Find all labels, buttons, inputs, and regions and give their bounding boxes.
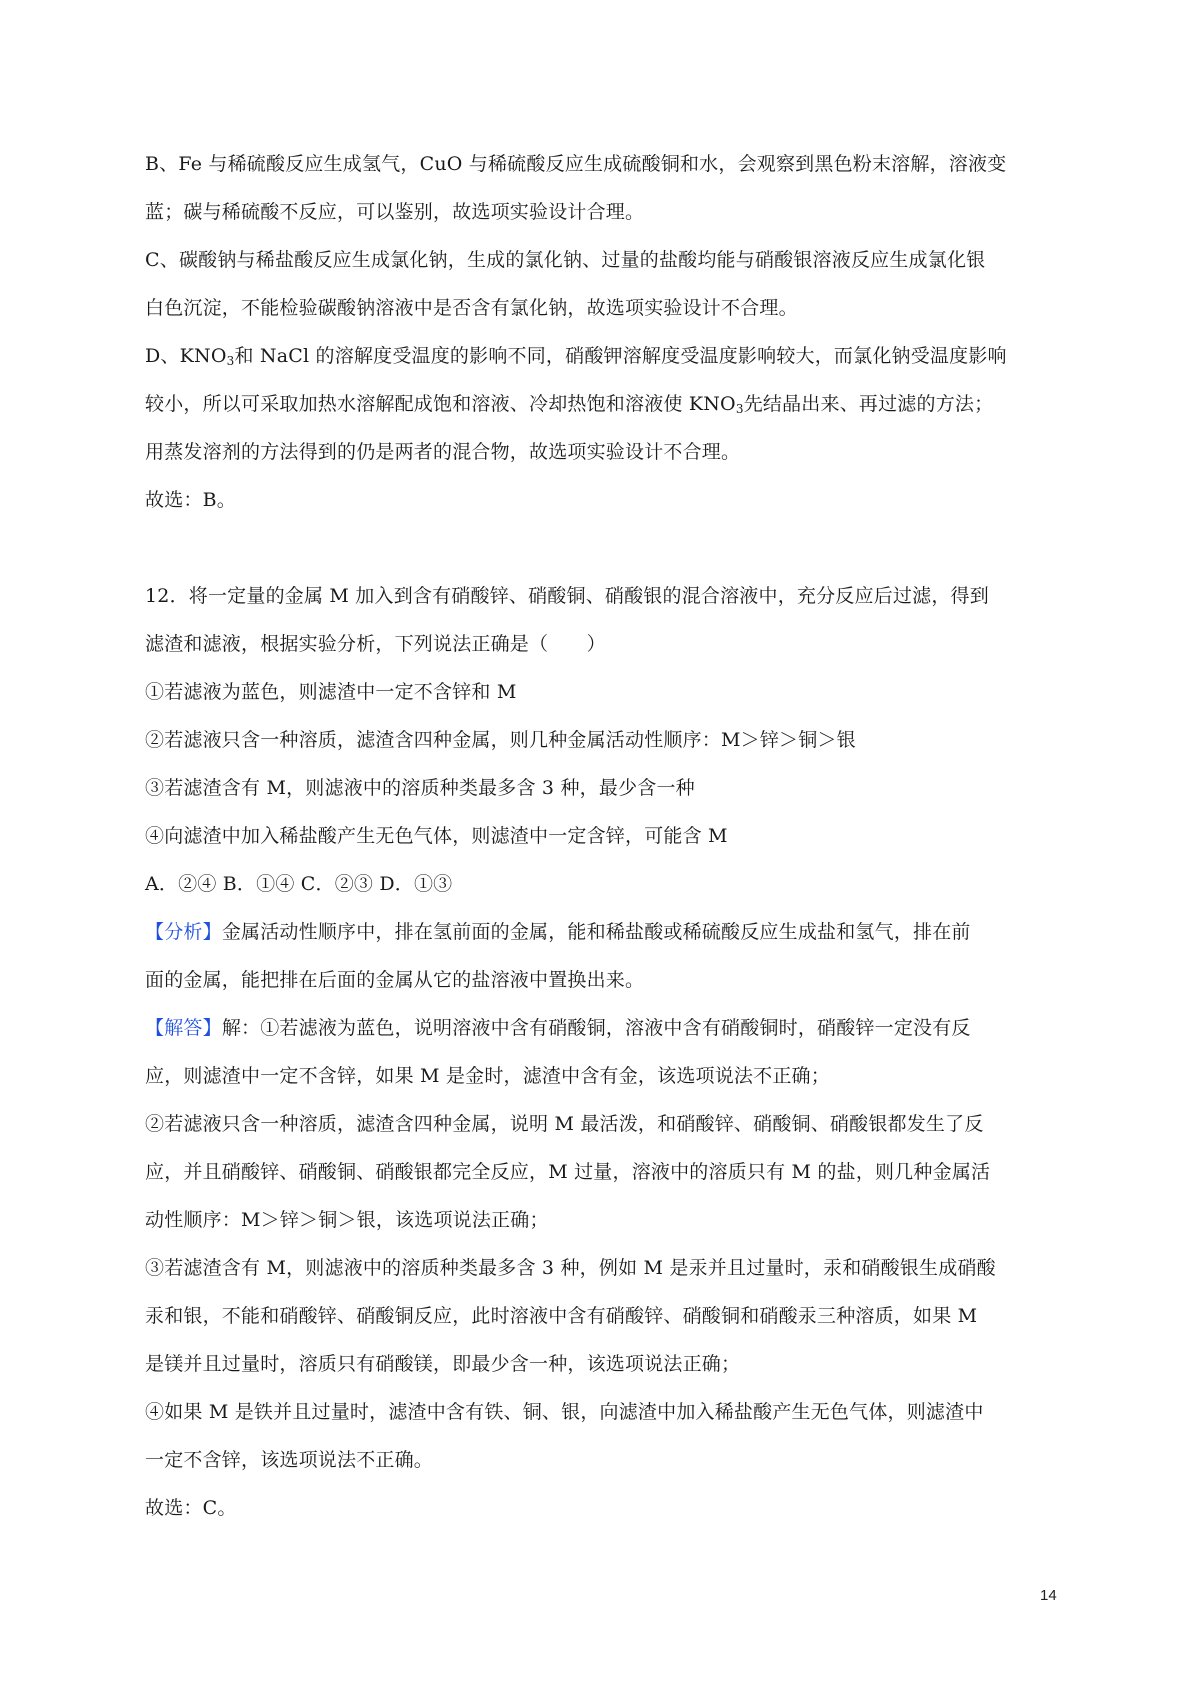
option-d-line-1: D、$KNO_3$和 NaCl 的溶解度受温度的影响不同，硝酸钾溶解度受温度影响较大，而氯化钠受温度影响	[145, 345, 1007, 368]
analysis-tag: 【分析】	[145, 921, 222, 943]
question-12-stem-line-2: 滤渣和滤液，根据实验分析，下列说法正确是（ ）	[145, 633, 606, 655]
option-c-line-2: 白色沉淀，不能检验碳酸钠溶液中是否含有氯化钠，故选项实验设计不合理。	[145, 297, 798, 319]
page-number: 14	[1040, 1587, 1057, 1604]
analysis-line-2: 面的金属，能把排在后面的金属从它的盐溶液中置换出来。	[145, 969, 645, 991]
solution-line-9: ④如果 M 是铁并且过量时，滤渣中含有铁、铜、银，向滤渣中加入稀盐酸产生无色气体，则滤渣中	[145, 1401, 984, 1423]
question-12-answer: 故选：C。	[145, 1497, 237, 1519]
option-c-line-1: C、碳酸钠与稀盐酸反应生成氯化钠，生成的氯化钠、过量的盐酸均能与硝酸银溶液反应生成氯化银	[145, 249, 986, 271]
solution-line-6: ③若滤渣含有 M，则滤液中的溶质种类最多含 3 种，例如 M 是汞并且过量时，汞和硝酸银生成硝酸	[145, 1257, 996, 1279]
solution-line-10: 一定不含锌，该选项说法不正确。	[145, 1449, 434, 1471]
solution-line-1: 【解答】解：①若滤液为蓝色，说明溶液中含有硝酸铜，溶液中含有硝酸铜时，硝酸锌一定没有反	[145, 1017, 971, 1039]
statement-3: ③若滤渣含有 M，则滤液中的溶质种类最多含 3 种，最少含一种	[145, 777, 695, 799]
answer-choices: A．②④ B．①④ C．②③ D．①③	[145, 873, 453, 895]
statement-2: ②若滤液只含一种溶质，滤渣含四种金属，则几种金属活动性顺序：M＞锌＞铜＞银	[145, 729, 856, 751]
option-b-line-1: B、Fe 与稀硫酸反应生成氢气，CuO 与稀硫酸反应生成硫酸铜和水，会观察到黑色粉末溶解，溶液变	[145, 153, 1007, 175]
analysis-line-1: 【分析】金属活动性顺序中，排在氢前面的金属，能和稀盐酸或稀硫酸反应生成盐和氢气，排在前	[145, 921, 971, 943]
option-d-line-3: 用蒸发溶剂的方法得到的仍是两者的混合物，故选项实验设计不合理。	[145, 441, 741, 463]
section-gap	[145, 524, 1065, 572]
solution-line-8: 是镁并且过量时，溶质只有硝酸镁，即最少含一种，该选项说法正确；	[145, 1353, 741, 1375]
solution-line-5: 动性顺序：M＞锌＞铜＞银，该选项说法正确；	[145, 1209, 549, 1231]
solution-tag: 【解答】	[145, 1017, 222, 1039]
solution-line-7: 汞和银，不能和硝酸锌、硝酸铜反应，此时溶液中含有硝酸锌、硝酸铜和硝酸汞三种溶质，如果 M	[145, 1305, 978, 1327]
option-b-line-2: 蓝；碳与稀硫酸不反应，可以鉴别，故选项实验设计合理。	[145, 201, 645, 223]
option-d-line-2: 较小，所以可采取加热水溶解配成饱和溶液、冷却热饱和溶液使 $KNO_3$先结晶出来、再过滤的方法；	[145, 393, 994, 416]
page-content	[145, 140, 1065, 1532]
statement-1: ①若滤液为蓝色，则滤渣中一定不含锌和 M	[145, 681, 517, 703]
prev-answer: 故选：B。	[145, 489, 236, 511]
solution-line-2: 应，则滤渣中一定不含锌，如果 M 是金时，滤渣中含有金，该选项说法不正确；	[145, 1065, 830, 1087]
solution-line-3: ②若滤液只含一种溶质，滤渣含四种金属，说明 M 最活泼，和硝酸锌、硝酸铜、硝酸银都发生了反	[145, 1113, 984, 1135]
question-12-stem-line-1: 12．将一定量的金属 M 加入到含有硝酸锌、硝酸铜、硝酸银的混合溶液中，充分反应后过滤，得到	[145, 585, 989, 607]
statement-4: ④向滤渣中加入稀盐酸产生无色气体，则滤渣中一定含锌，可能含 M	[145, 825, 728, 847]
solution-line-4: 应，并且硝酸锌、硝酸铜、硝酸银都完全反应，M 过量，溶液中的溶质只有 M 的盐，则几种金属活	[145, 1161, 991, 1183]
